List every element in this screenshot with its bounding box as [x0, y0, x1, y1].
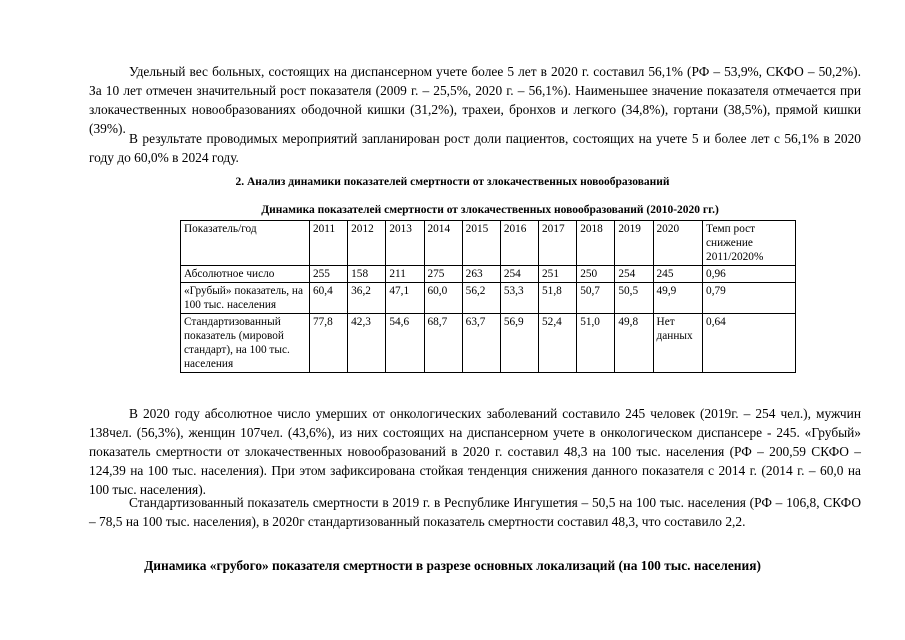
table-header-cell: 2017	[539, 221, 577, 266]
table-header-cell: 2013	[386, 221, 424, 266]
table-cell: 51,8	[539, 283, 577, 314]
table-cell: 0,79	[703, 283, 796, 314]
table-title: Динамика показателей смертности от злокачественных новообразований (2010-2020 гг.)	[261, 204, 719, 216]
table-header-cell: 2012	[348, 221, 386, 266]
table-header-row	[181, 221, 796, 266]
paragraph-absolute-deaths: В 2020 году абсолютное число умерших от онкологических заболеваний составило 245 человек (2019г. – 254 чел.), мужчин 138чел. (56,3%), женщин 107чел. (43,6%), из них состоящих на диспансерном учете в онкологическом диспансере - 245. «Грубый» показатель смертности от злокачественных новообразований в 2020 г. составил 48,3 на 100 тыс. населения (РФ – 200,59 СКФО – 124,39 на 100 тыс. населения). При этом зафиксирована стойкая тенденция снижения данного показателя с 2014 г. (2014 г. – 60,0 на 100 тыс. населения).	[89, 406, 861, 497]
table-cell: 60,4	[309, 283, 347, 314]
table-cell: 68,7	[424, 314, 462, 373]
table-header-cell: Показатель/год	[181, 221, 310, 266]
table-cell: 63,7	[462, 314, 500, 373]
table-cell: 77,8	[309, 314, 347, 373]
table-cell: 54,6	[386, 314, 424, 373]
table-cell: 0,64	[703, 314, 796, 373]
bottom-heading: Динамика «грубого» показателя смертности в разрезе основных локализаций (на 100 тыс. населения)	[144, 558, 761, 573]
paragraph-planned-growth: В результате проводимых мероприятий запланирован рост доли пациентов, состоящих на учете 5 и более лет с 56,1% в 2020 году до 60,0% в 2024 году.	[89, 131, 861, 165]
table-cell: Абсолютное число	[181, 266, 310, 283]
table-row	[181, 283, 796, 314]
table-row	[181, 314, 796, 373]
table-cell: 50,5	[615, 283, 653, 314]
table-cell: 0,96	[703, 266, 796, 283]
table-cell: 56,9	[500, 314, 538, 373]
table-cell: Стандартизованный показатель (мировой стандарт), на 100 тыс. населения	[181, 314, 310, 373]
table-cell: 275	[424, 266, 462, 283]
table-cell: 52,4	[539, 314, 577, 373]
table-cell: 47,1	[386, 283, 424, 314]
table-cell: 245	[653, 266, 703, 283]
table-header-cell: 2016	[500, 221, 538, 266]
table-cell: «Грубый» показатель, на 100 тыс. населения	[181, 283, 310, 314]
table-cell: Нет данных	[653, 314, 703, 373]
table-header-cell: 2015	[462, 221, 500, 266]
paragraph-standardized-rate: Стандартизованный показатель смертности в 2019 г. в Республике Ингушетия – 50,5 на 100 тыс. населения (РФ – 106,8, СКФО – 78,5 на 100 тыс. населения), в 2020г стандартизованный показатель смертности составил 48,3, что составило 2,2.	[89, 495, 861, 529]
table-cell: 49,8	[615, 314, 653, 373]
paragraph-dispensary-share: Удельный вес больных, состоящих на диспансерном учете более 5 лет в 2020 г. составил 56,1% (РФ – 53,9%, СКФО – 50,2%). За 10 лет отмечен значительный рост показателя (2009 г. – 25,5%, 2020 г. – 56,1%). Наименьшее значение показателя отмечается при злокачественных новообразованиях ободочной кишки (31,2%), трахеи, бронхов и легкого (34,8%), гортани (38,5%), прямой кишки (39%).	[89, 64, 861, 136]
table-cell: 255	[309, 266, 347, 283]
table-cell: 49,9	[653, 283, 703, 314]
table-header-cell: 2018	[577, 221, 615, 266]
table-cell: 211	[386, 266, 424, 283]
table-cell: 250	[577, 266, 615, 283]
table-cell: 56,2	[462, 283, 500, 314]
table-header-cell: 2011	[309, 221, 347, 266]
table-cell: 158	[348, 266, 386, 283]
table-cell: 263	[462, 266, 500, 283]
mortality-table	[180, 220, 796, 373]
table-header-cell: 2014	[424, 221, 462, 266]
table-cell: 53,3	[500, 283, 538, 314]
table-cell: 251	[539, 266, 577, 283]
table-row	[181, 266, 796, 283]
table-header-cell: 2020	[653, 221, 703, 266]
table-cell: 42,3	[348, 314, 386, 373]
table-body	[181, 221, 796, 373]
table-cell: 51,0	[577, 314, 615, 373]
table-cell: 60,0	[424, 283, 462, 314]
table-cell: 254	[615, 266, 653, 283]
table-cell: 254	[500, 266, 538, 283]
table-cell: 36,2	[348, 283, 386, 314]
section-heading: 2. Анализ динамики показателей смертности от злокачественных новообразований	[235, 176, 670, 188]
table-header-cell: Темп рост снижение 2011/2020%	[703, 221, 796, 266]
table-header-cell: 2019	[615, 221, 653, 266]
table-cell: 50,7	[577, 283, 615, 314]
